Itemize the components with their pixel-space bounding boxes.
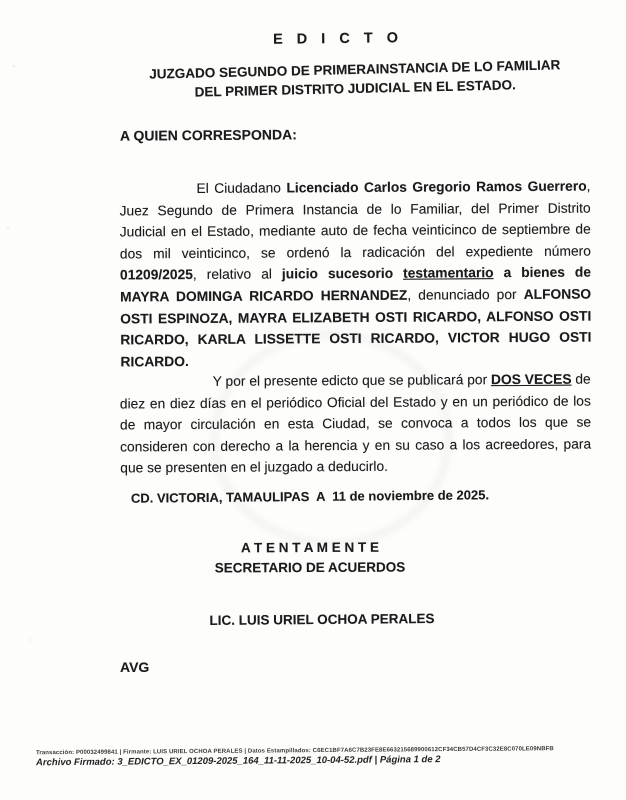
closing-role: SECRETARIO DE ACUERDOS <box>214 559 406 575</box>
paragraph-case-filing: El Ciudadano Licenciado Carlos Gregorio Ramos Guerrero, Juez Segundo de Primera Instancia de lo Familiar, del Primer Distrito Judicial en el Estado, mediante auto de fecha veinticinco de septiembre de dos mil veinticinco, se ordenó la radicación del expediente número 01209/2025, relativo al juicio sucesorio testamentario a bienes de MAYRA DOMINGA RICARDO HERNANDEZ, denunciado por ALFONSO OSTI ESPINOZA, MAYRA ELIZABETH OSTI RICARDO, ALFONSO OSTI RICARDO, KARLA LISSETTE OSTI RICARDO, VICTOR HUGO OSTI RICARDO. <box>119 178 592 369</box>
court-heading <box>120 55 591 104</box>
document-title: E D I C T O <box>272 30 404 48</box>
signatory-name: LIC. LUIS URIEL OCHOA PERALES <box>209 611 435 628</box>
signature-footer <box>36 746 616 770</box>
salutation: A QUIEN CORRESPONDA: <box>119 126 297 144</box>
court-name-line1: JUZGADO SEGUNDO DE PRIMERAINSTANCIA DE LO FAMILIAR <box>149 57 561 82</box>
clerk-initials: AVG <box>120 659 150 675</box>
place-and-date-line: CD. VICTORIA, TAMAULIPAS A 11 de noviembre de 2025. <box>130 487 490 506</box>
footer-transaction-line: Transacción: P00032499841 | Firmante: LUIS URIEL OCHOA PERALES | Datos Estampillados: C6EC1BF7A6C7B23FE8E663215689900612CF34CB57D4CF3C32E8C070LE09NBFB <box>35 746 554 757</box>
footer-signed-file-line: Archivo Firmado: 3_EDICTO_EX_01209-2025_164_11-11-2025_10-04-52.pdf | Página 1 de 2 <box>35 754 441 769</box>
paragraph-publication-notice: Y por el presente edicto que se publicará por DOS VECES de diez en diez días en el periódico Oficial del Estado y en un periódico de los de mayor circulación en esta Ciudad, se convoca a todos los que se consideren con derecho a la herencia y en su caso a los acreedores, para que se presenten en el juzgado a deducirlo. <box>119 371 592 476</box>
closing-block <box>120 537 500 578</box>
court-name-line2: DEL PRIMER DISTRITO JUDICIAL EN EL ESTADO. <box>194 77 516 100</box>
closing-attentive: A T E N T A M E N T E <box>240 539 379 556</box>
